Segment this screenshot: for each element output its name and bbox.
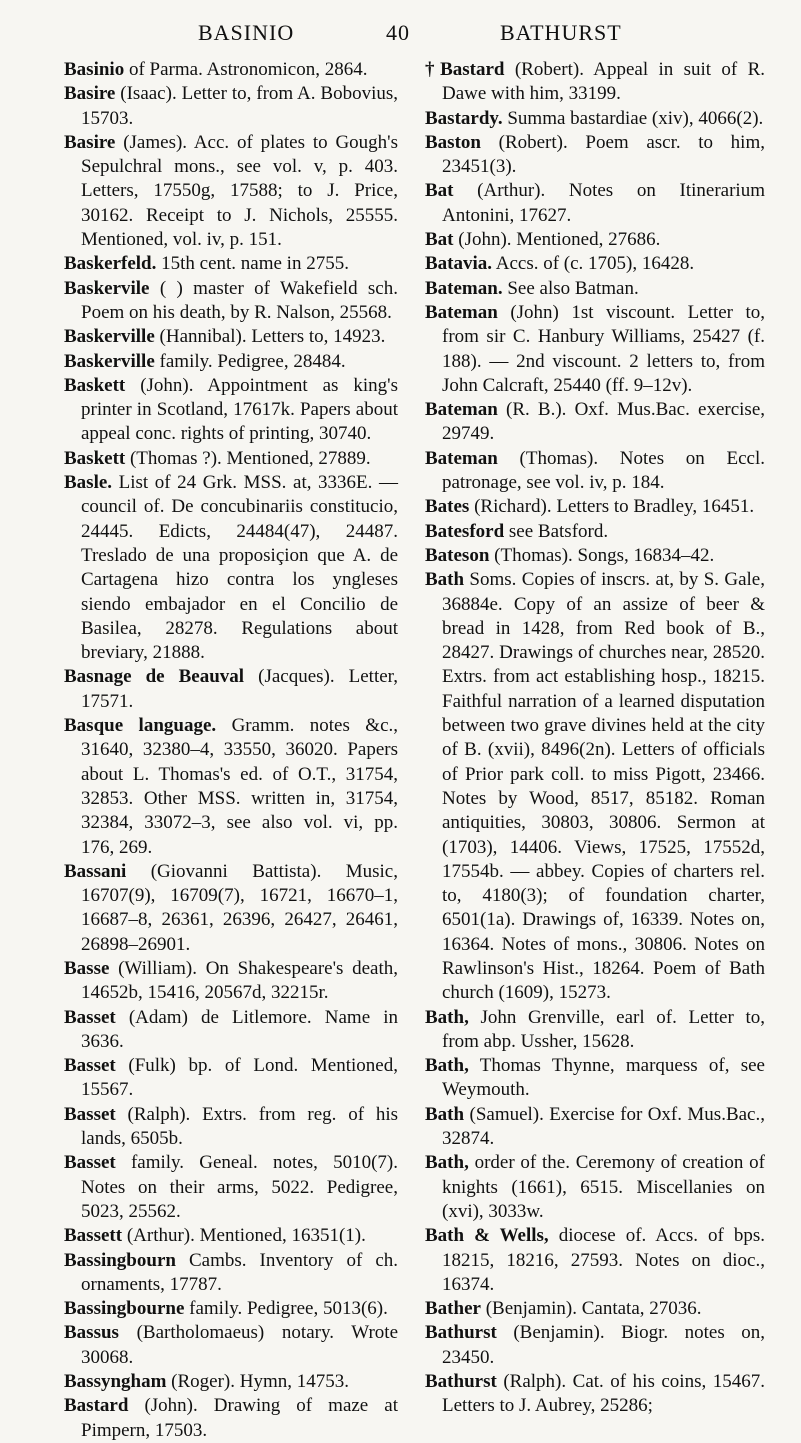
entry-headword: Basnage de Beauval (64, 666, 245, 688)
entry-text: see Batsford. (504, 520, 609, 542)
entry-text: (Adam) de Litlemore. Name in 3636. (81, 1006, 398, 1052)
index-entry (425, 1224, 765, 1297)
index-entry (425, 301, 765, 398)
entry-headword: Bateman (425, 301, 498, 323)
entry-headword: Bath & Wells, (425, 1225, 549, 1247)
index-entry (64, 1224, 398, 1248)
entry-text: (John). Mentioned, 27686. (453, 229, 661, 251)
index-entry (64, 1006, 398, 1055)
entry-headword: Bat (425, 229, 454, 251)
index-entry (64, 1370, 398, 1394)
index-entry (64, 665, 398, 714)
entry-text: (William). On Shakespeare's death, 14652b, 15416, 20567d, 32215r. (81, 957, 398, 1004)
entry-headword: Baskerville (64, 326, 155, 348)
entry-headword: Basset (64, 1055, 116, 1077)
index-entry (64, 1103, 398, 1152)
entry-headword: Bateman (425, 447, 498, 469)
entry-headword: Basinio (64, 59, 125, 80)
running-header (0, 14, 801, 48)
entry-text: (Samuel). Exercise for Oxf. Mus.Bac., 32874. (442, 1103, 765, 1150)
entry-headword: Baskervile (64, 277, 150, 299)
entry-headword: Baskerville (64, 350, 155, 372)
entry-text: Thomas Thynne, marquess of, see Weymouth. (442, 1055, 765, 1101)
entry-headword: Bath, (425, 1152, 469, 1174)
index-entry (425, 131, 765, 180)
entry-headword: Bassani (64, 860, 127, 882)
entry-headword: Bath, (425, 1006, 469, 1028)
entry-headword: Basset (64, 1006, 116, 1028)
entry-text: family. Geneal. notes, 5010(7). Notes on their arms, 5022. Pedigree, 5023, 25562. (81, 1152, 398, 1222)
entry-headword: Bates (425, 496, 470, 518)
index-entry (425, 228, 765, 252)
entry-headword: Basse (64, 957, 110, 979)
entry-text: (John). Drawing of maze at Pimpern, 17503. (81, 1395, 398, 1441)
index-entry (425, 1370, 765, 1419)
entry-headword: Batesford (425, 520, 505, 542)
entry-text: John Grenville, earl of. Letter to, from abp. Ussher, 15628. (442, 1006, 765, 1052)
index-entry (64, 374, 398, 447)
entry-headword: Baskett (64, 374, 126, 396)
entry-text: family. Pedigree, 28484. (154, 350, 346, 372)
index-entry (425, 520, 765, 544)
entry-headword: Basset (64, 1152, 116, 1174)
index-entry (64, 1249, 398, 1298)
entry-text: (James). Acc. of plates to Gough's Sepulchral mons., see vol. v, p. 403. Letters, 17550g, 17588; to J. Price, 30162. Receipt to J. Nichols, 25555. Mentioned, vol. iv, p. 151. (81, 131, 398, 251)
entry-text: (Benjamin). Cantata, 27036. (480, 1298, 702, 1320)
entry-headword: Basire (64, 83, 116, 105)
index-entry (64, 957, 398, 1006)
index-entry (64, 447, 398, 471)
index-entry (64, 277, 398, 326)
entry-text: (Arthur). Mentioned, 16351(1). (122, 1225, 366, 1247)
index-entry (425, 1103, 765, 1152)
entry-headword: Bath, (425, 1055, 469, 1077)
entry-headword: Baskett (64, 447, 126, 469)
index-entry (425, 179, 765, 228)
entry-text: (Ralph). Cat. of his coins, 15467. Letters to J. Aubrey, 25286; (442, 1371, 765, 1417)
entry-headword: Baston (425, 131, 481, 153)
index-column-right (425, 58, 765, 1419)
index-entry (425, 544, 765, 568)
entry-headword: Bateman. (425, 277, 503, 299)
entry-text: List of 24 Grk. MSS. at, 3336E. — council of. De concubinariis constitucio, 24445. Edicts, 24484(47), 24487. Treslado de una proposiçion que A. de Cartagena hizo contra los yngleses siendo embajador en el Concilio de Basilea, 28278. Regulations about breviary, 21888. (81, 472, 398, 664)
index-entry (425, 1054, 765, 1103)
page-number: 40 (386, 20, 410, 45)
entry-text: (John) 1st viscount. Letter to, from sir C. Hanbury Williams, 25427 (f. 188). — 2nd viscount. 2 letters to, from John Calcraft, 25440 (ff. 9–12v). (442, 301, 765, 396)
index-entry (425, 1151, 765, 1224)
index-entry (425, 1321, 765, 1370)
entry-text: (Robert). Appeal in suit of R. Dawe with him, 33199. (442, 59, 765, 105)
entry-headword: Bassus (64, 1322, 119, 1344)
entry-text: family. Pedigree, 5013(6). (184, 1298, 388, 1320)
index-entry (64, 325, 398, 349)
entry-headword: Batavia. (425, 253, 493, 275)
entry-text: Summa bastardiae (xiv), 4066(2). (502, 107, 764, 129)
index-column-left (64, 58, 398, 1443)
index-entry (425, 1006, 765, 1055)
index-entry (425, 277, 765, 301)
entry-text: (Thomas ?). Mentioned, 27889. (125, 447, 371, 469)
index-entry (64, 1151, 398, 1224)
header-left-term: BASINIO (198, 20, 295, 45)
entry-text: (Thomas). Songs, 16834–42. (489, 544, 715, 566)
index-entry (425, 58, 765, 107)
entry-text: Gramm. notes &c., 31640, 32380–4, 33550, 36020. Papers about L. Thomas's ed. of O.T., 31754, 32853. Other MSS. written in, 31754, 32384, 33072–3, see also vol. vi, pp. 176, 269. (81, 715, 399, 858)
entry-headword: Basset (64, 1103, 116, 1125)
entry-text: ( ) master of Wakefield sch. Poem on his death, by R. Nalson, 25568. (81, 277, 398, 323)
index-entry (425, 107, 765, 131)
index-entry (64, 860, 398, 957)
entry-text: (Benjamin). Biogr. notes on, 23450. (442, 1322, 765, 1368)
index-entry (425, 252, 765, 276)
entry-headword: Bastardy. (425, 107, 503, 129)
index-entry (425, 568, 765, 1005)
index-entry (425, 447, 765, 496)
entry-headword: Bateman (425, 399, 498, 421)
index-entry (425, 1297, 765, 1321)
entry-text: (Jacques). Letter, 17571. (81, 666, 398, 712)
index-entry (64, 131, 398, 252)
index-entry (425, 495, 765, 519)
entry-headword: Bathurst (425, 1371, 497, 1393)
index-entry (64, 471, 398, 665)
entry-text: (John). Appointment as king's printer in Scotland, 17617k. Papers about appeal conc. rights of printing, 30740. (81, 374, 398, 445)
entry-text: (Ralph). Extrs. from reg. of his lands, 6505b. (81, 1103, 398, 1150)
entry-text: diocese of. Accs. of bps. 18215, 18216, 27593. Notes on dioc., 16374. (442, 1225, 765, 1295)
entry-headword: Bathurst (425, 1322, 497, 1344)
entry-text: (Robert). Poem ascr. to him, 23451(3). (442, 131, 765, 178)
entry-headword: Basire (64, 131, 116, 153)
index-entry (64, 1394, 398, 1443)
index-entry (64, 714, 398, 860)
entry-headword: †Bastard (425, 59, 505, 80)
entry-text: order of the. Ceremony of creation of knights (1661), 6515. Miscellanies on (xvi), 3033w. (442, 1152, 765, 1222)
entry-text: (Fulk) bp. of Lond. Mentioned, 15567. (81, 1055, 398, 1101)
index-entry (64, 350, 398, 374)
entry-text: (Isaac). Letter to, from A. Bobovius, 15703. (81, 83, 398, 129)
entry-headword: Bassyngham (64, 1371, 167, 1393)
entry-text: of Parma. Astronomicon, 2864. (124, 59, 368, 80)
entry-text: (Hannibal). Letters to, 14923. (154, 326, 386, 348)
entry-headword: Bassett (64, 1225, 123, 1247)
index-entry (64, 58, 398, 82)
entry-headword: Bath (425, 569, 465, 591)
index-entry (425, 398, 765, 447)
entry-text: (R. B.). Oxf. Mus.Bac. exercise, 29749. (442, 399, 765, 445)
entry-headword: Basque language. (64, 715, 217, 737)
entry-text: (Bartholomaeus) notary. Wrote 30068. (81, 1322, 398, 1368)
entry-text: Accs. of (c. 1705), 16428. (492, 253, 695, 275)
entry-text: See also Batman. (502, 277, 639, 299)
entry-text: (Arthur). Notes on Itinerarium Antonini, 17627. (442, 180, 765, 226)
entry-text: (Roger). Hymn, 14753. (166, 1371, 350, 1393)
entry-text: Soms. Copies of inscrs. at, by S. Gale, 36884e. Copy of an assize of beer & bread in 1428, from Red book of B., 28427. Drawings of churches near, 28520. Extrs. from act establishing hosp., 18215. Faithful narration of a learned disputation between two grave divines held at the city of B. (xvii), 8496(2n). Letters of officials of Prior park coll. to miss Pigott, 23466. Notes by Wood, 8517, 85182. Roman antiquities, 30803, 30806. Sermon at (1703), 14406. Views, 17525, 17552d, 17554b. — abbey. Copies of charters rel. to, 4180(3); of foundation charter, 6501(1a). Drawings of, 16339. Notes on, 16364. Notes of mons., 30806. Notes on Rawlinson's Hist., 18264. Poem of Bath church (1609), 15273. (442, 569, 765, 1004)
index-entry (64, 252, 398, 276)
index-entry (64, 1054, 398, 1103)
entry-headword: Bat (425, 180, 454, 202)
header-right-term: BATHURST (500, 20, 622, 45)
entry-headword: Basle. (64, 472, 113, 494)
entry-text: (Thomas). Notes on Eccl. patronage, see vol. iv, p. 184. (442, 447, 765, 494)
index-entry (64, 1321, 398, 1370)
entry-headword: Bassingbourn (64, 1249, 176, 1271)
entry-headword: Bassingbourne (64, 1298, 185, 1320)
entry-text: (Giovanni Battista). Music, 16707(9), 16709(7), 16721, 16670–1, 16687–8, 26361, 26396, 26427, 26461, 26898–26901. (81, 860, 398, 955)
entry-headword: Bateson (425, 544, 490, 566)
entry-headword: Bath (425, 1103, 465, 1125)
entry-headword: Bather (425, 1298, 481, 1320)
entry-headword: Baskerfeld. (64, 253, 157, 275)
index-entry (64, 82, 398, 131)
entry-text: (Richard). Letters to Bradley, 16451. (469, 496, 755, 518)
entry-headword: Bastard (64, 1395, 129, 1417)
entry-text: Cambs. Inventory of ch. ornaments, 17787. (81, 1249, 398, 1295)
index-entry (64, 1297, 398, 1321)
entry-text: 15th cent. name in 2755. (156, 253, 349, 275)
